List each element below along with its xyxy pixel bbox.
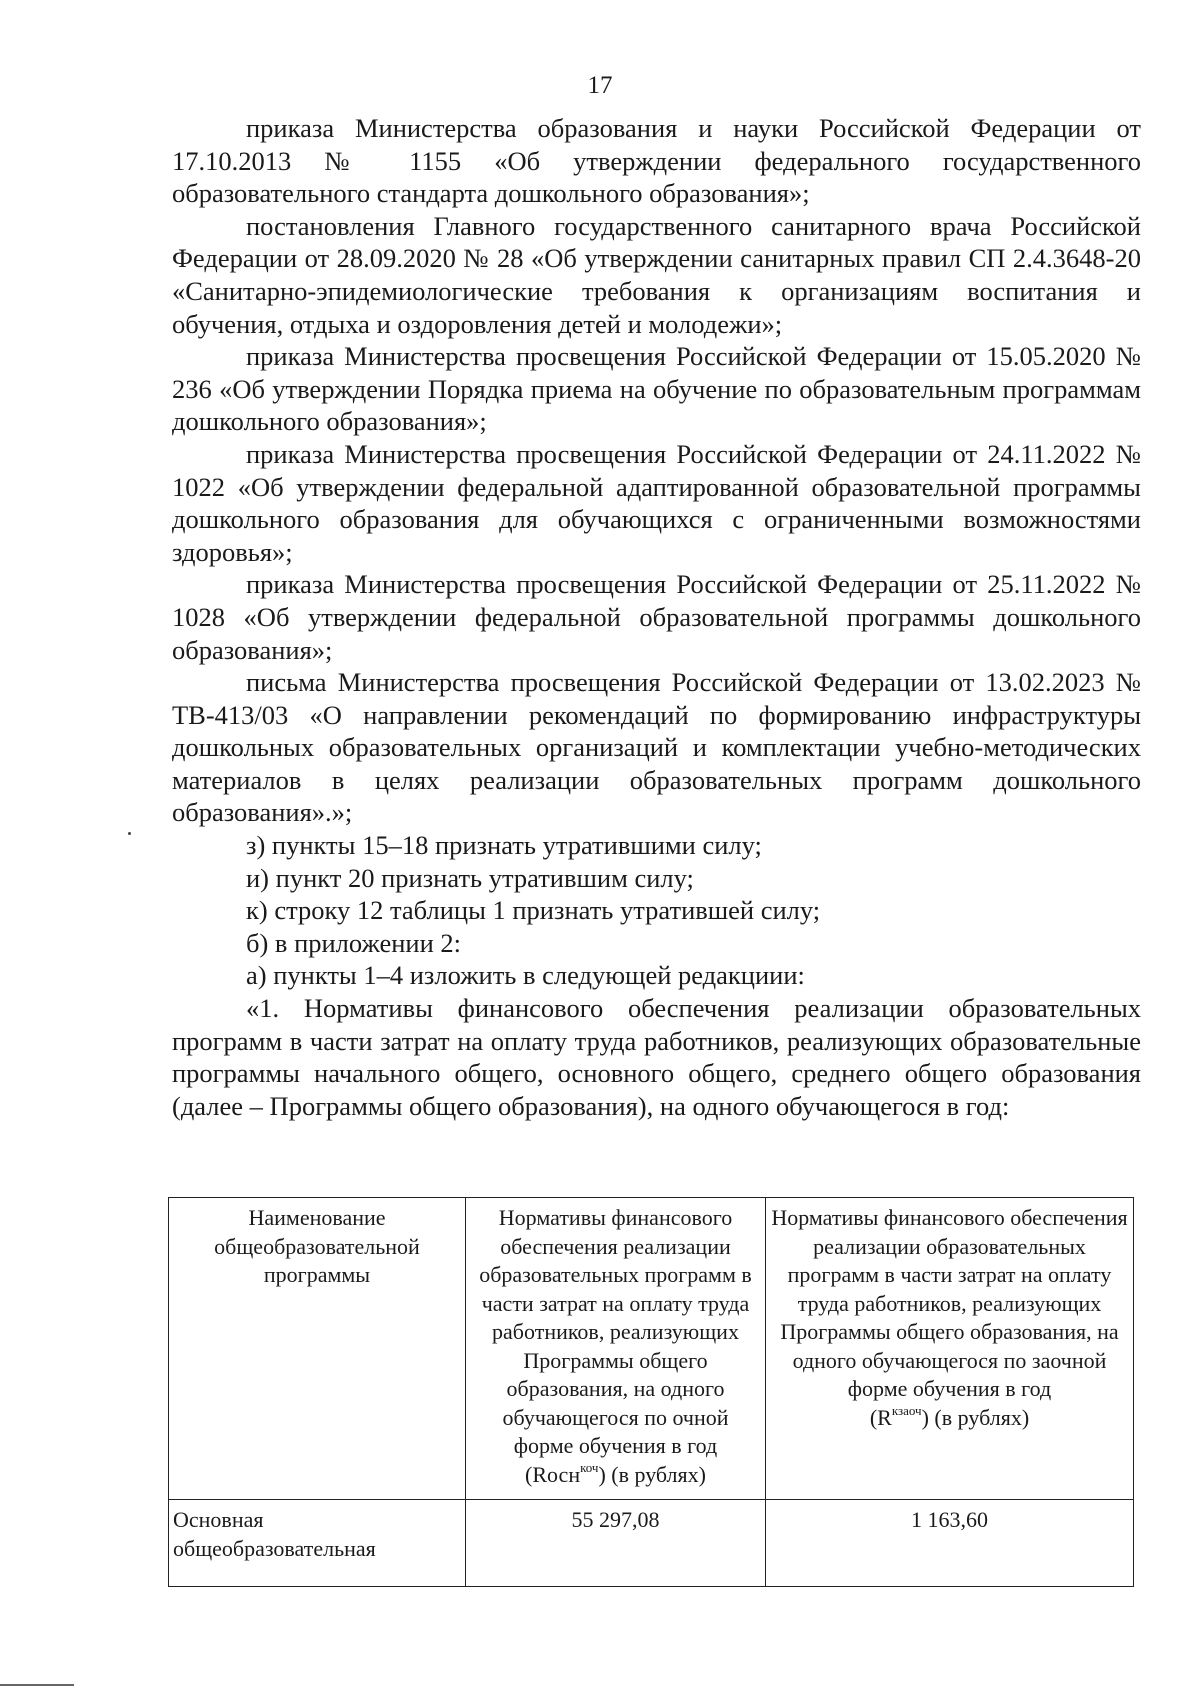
paragraph-letter-tv-413: письма Министерства просвещения Российской Федерации от 13.02.2023 № ТВ-413/03 «О направлении рекомендаций по формированию инфраструктуры дошкольных образовательных организаций и комплектации учебно-методических материалов в целях реализации образовательных программ дошкольного образования».»;: [172, 667, 1141, 828]
header-full-time-norm: [466, 1198, 766, 1500]
formula-distance-base: (R: [869, 1404, 892, 1430]
formula-full-time-sup: коч: [580, 1459, 599, 1475]
formula-distance-sup: кзаоч: [891, 1402, 922, 1418]
document-body: [172, 112, 1141, 1122]
paragraph-order-1155: приказа Министерства образования и науки Российской Федерации от 17.10.2013 № 1155 «Об утверждении федерального государственного образовательного стандарта дошкольного образования»;: [172, 113, 1141, 209]
header-program-name: Наименование общеобразовательной программы: [169, 1198, 466, 1500]
scan-edge-line: [0, 1684, 74, 1686]
paragraph-item-k: к) строку 12 таблицы 1 признать утратившей силу;: [246, 895, 821, 926]
paragraph-appendix-2: б) в приложении 2:: [246, 927, 462, 958]
table-row: [169, 1500, 1134, 1587]
paragraph-order-1022: приказа Министерства просвещения Российской Федерации от 24.11.2022 № 1022 «Об утверждении федеральной адаптированной образовательной программы дошкольного образования для обучающихся с ограниченными возможностями здоровья»;: [172, 438, 1141, 567]
header-full-time-text: Нормативы финансового обеспечения реализации образовательных программ в части затрат на оплату труда работников, реализующих Программы общего образования, на одного обучающегося по очной форме обучения в год: [479, 1205, 752, 1458]
norms-table: [168, 1197, 1134, 1587]
paragraph-order-236: приказа Министерства просвещения Российской Федерации от 15.05.2020 № 236 «Об утверждении Порядка приема на обучение по образовательным программам дошкольного образования»;: [172, 341, 1141, 437]
formula-full-time-base: (Rосн: [525, 1461, 581, 1487]
formula-full-time-tail: ) (в рублях): [598, 1461, 706, 1487]
header-distance-norm: [766, 1198, 1134, 1500]
cell-full-time-value: 55 297,08: [466, 1500, 766, 1587]
header-distance-text: Нормативы финансового обеспечения реализации образовательных программ в части затрат на оплату труда работников, реализующих Программы общего образования, на одного обучающегося по заочной форме обучения в год: [771, 1205, 1128, 1401]
table-header-row: [169, 1198, 1134, 1500]
formula-distance-tail: ) (в рублях): [921, 1404, 1030, 1430]
paragraph-item-i: и) пункт 20 признать утратившим силу;: [246, 862, 694, 893]
paragraph-order-1028: приказа Министерства просвещения Российской Федерации от 25.11.2022 № 1028 «Об утверждении федеральной образовательной программы дошкольного образования»;: [172, 569, 1141, 665]
formula-distance: [869, 1402, 1030, 1430]
paragraph-norms-intro: «1. Нормативы финансового обеспечения реализации образовательных программ в части затрат на оплату труда работников, реализующих образовательные программы начального общего, основного общего, среднего общего образования (далее – Программы общего образования), на одного обучающегося в год:: [172, 993, 1141, 1121]
paragraph-item-a: а) пункты 1–4 изложить в следующей редакциии:: [246, 960, 805, 991]
page-number: 17: [587, 72, 613, 99]
paragraph-item-z: з) пункты 15–18 признать утратившими силу;: [246, 830, 762, 861]
cell-distance-value: 1 163,60: [766, 1500, 1134, 1587]
formula-full-time: [525, 1459, 706, 1487]
cell-program-name: Основная общеобразовательная: [169, 1500, 466, 1587]
scan-speck: [128, 832, 131, 835]
paragraph-sanitary-rules: постановления Главного государственного санитарного врача Российской Федерации от 28.09.2020 № 28 «Об утверждении санитарных правил СП 2.4.3648-20 «Санитарно-эпидемиологические требования к организациям воспитания и обучения, отдыха и оздоровления детей и молодежи»;: [172, 210, 1141, 339]
